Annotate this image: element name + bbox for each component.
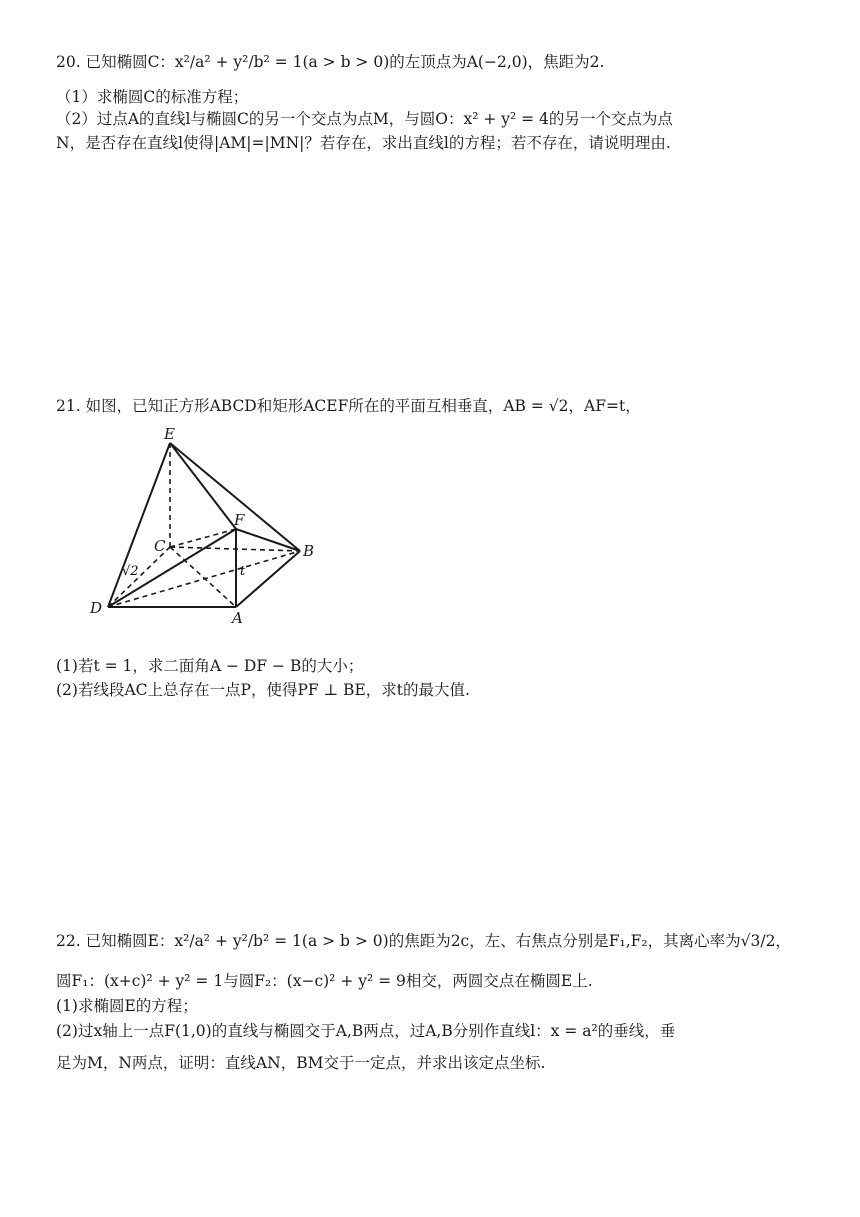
edge-CD-hidden <box>108 547 170 607</box>
edge-ED <box>108 443 170 607</box>
label-A: A <box>232 609 243 627</box>
geometry-figure <box>88 425 328 630</box>
q22-part2-line1: (2)过x轴上一点F(1,0)的直线与椭圆交于A,B两点，过A,B分别作直线l：x = a²的垂线，垂 <box>56 1022 676 1040</box>
q21-part1: (1)若t = 1，求二面角A − DF − B的大小； <box>56 657 364 675</box>
label-C: C <box>154 537 166 555</box>
q22-part2-line2: 足为M，N两点，证明：直线AN，BM交于一定点，并求出该定点坐标. <box>56 1054 546 1072</box>
q22-stem: 22. 已知椭圆E：x²/a² + y²/b² = 1(a > b > 0)的焦距为2c，左、右焦点分别是F₁,F₂，其离心率为√3/2， <box>56 932 791 950</box>
q22-line2: 圆F₁：(x+c)² + y² = 1与圆F₂：(x−c)² + y² = 9相交，两圆交点在椭圆E上. <box>56 972 593 990</box>
label-D: D <box>90 599 103 617</box>
edge-AB <box>236 551 300 607</box>
label-B: B <box>303 542 315 560</box>
label-side-length: √2 <box>122 564 139 579</box>
edge-EF <box>170 443 236 529</box>
label-t: t <box>240 564 246 579</box>
q20-part2-line2: N，是否存在直线l使得|AM|=|MN|？若存在，求出直线l的方程；若不存在，请说明理由. <box>56 134 671 152</box>
q21-part2: (2)若线段AC上总存在一点P，使得PF ⊥ BE，求t的最大值. <box>56 681 470 699</box>
q20-stem: 20. 已知椭圆C：x²/a² + y²/b² = 1(a > b > 0)的左顶点为A(−2,0)，焦距为2. <box>56 53 605 71</box>
q20-part2-line1: （2）过点A的直线l与椭圆C的另一个交点为点M，与圆O：x² + y² = 4的另一个交点为点 <box>56 110 673 128</box>
edge-CF-hidden <box>170 529 236 547</box>
q22-part1: (1)求椭圆E的方程； <box>56 997 198 1015</box>
label-F: F <box>234 511 245 529</box>
label-E: E <box>164 425 175 443</box>
edge-CA-hidden <box>170 547 236 607</box>
edge-FB <box>236 529 300 551</box>
q21-stem: 21. 如图，已知正方形ABCD和矩形ACEF所在的平面互相垂直，AB = √2，AF=t， <box>56 397 641 415</box>
q20-part1: （1）求椭圆C的标准方程； <box>56 88 249 106</box>
